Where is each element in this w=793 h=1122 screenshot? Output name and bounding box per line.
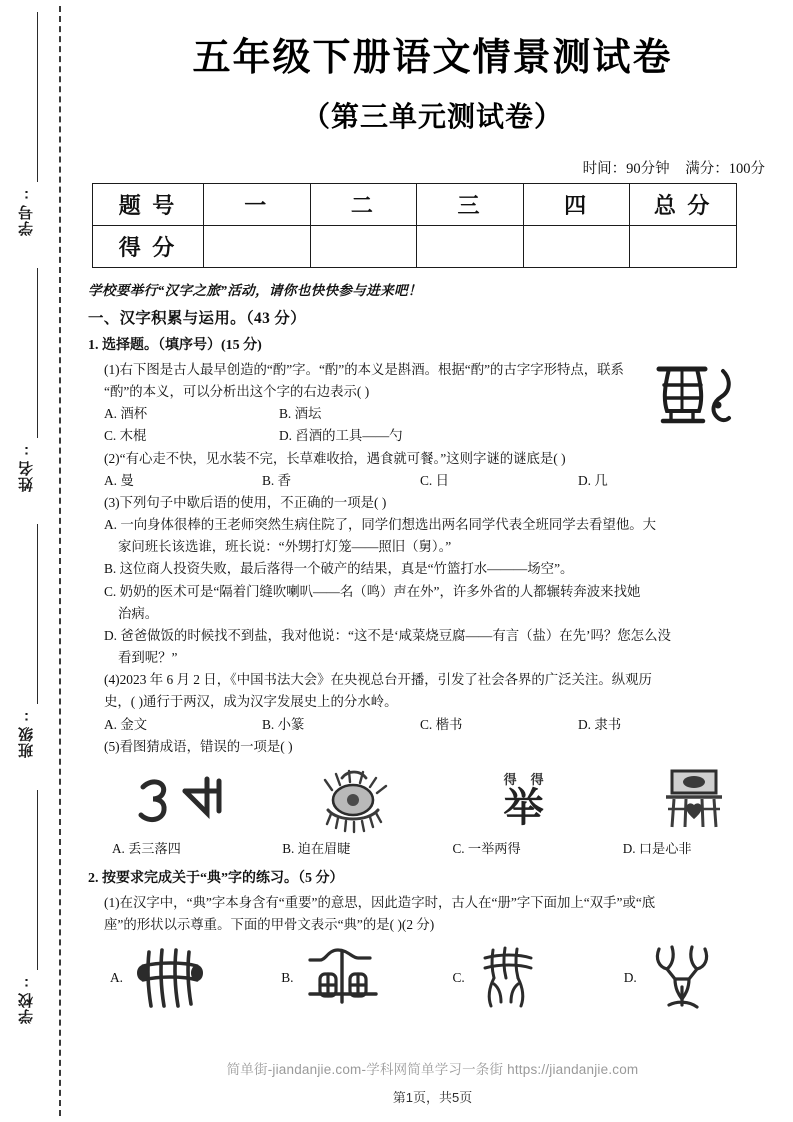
option-d[interactable]: D. 几 bbox=[578, 472, 608, 488]
option-c[interactable]: C. 日 bbox=[420, 472, 450, 488]
exam-page bbox=[72, 0, 793, 1122]
score-cell-1[interactable] bbox=[204, 226, 311, 268]
exam-time: 时间：90分钟 bbox=[582, 161, 670, 177]
section-heading-one: 一、汉字积累与运用。（43 分） bbox=[88, 310, 307, 328]
option-b[interactable]: B. 香 bbox=[262, 472, 292, 488]
idiom-option-a[interactable] bbox=[98, 763, 268, 860]
oracle-option-d[interactable] bbox=[608, 943, 779, 1011]
score-table bbox=[92, 183, 737, 268]
score-table-col-total: 总 分 bbox=[630, 184, 737, 226]
exam-meta bbox=[72, 157, 765, 178]
rotated-three-four-icon bbox=[98, 763, 268, 837]
oracle-option-c[interactable] bbox=[437, 943, 608, 1011]
sealing-line-segment bbox=[37, 12, 38, 182]
table-row-question-numbers bbox=[93, 184, 737, 226]
oracle-key-c: C. bbox=[452, 969, 465, 985]
option-a[interactable]: A. 金文 bbox=[104, 716, 148, 732]
option-d[interactable]: D. 隶书 bbox=[578, 716, 622, 732]
oracle-option-b[interactable] bbox=[265, 943, 436, 1011]
question-1-1-options-row-1 bbox=[104, 403, 639, 424]
question-1-3-option-b[interactable]: B. 这位商人投资失败，最后落得一个破产的结果，真是“竹篮打水———场空”。 bbox=[104, 561, 574, 577]
margin-label-class: 班级: bbox=[18, 708, 35, 758]
score-cell-4[interactable] bbox=[523, 226, 630, 268]
sealing-line-segment bbox=[37, 790, 38, 970]
question-1-1-stem-line2: “酌”的本义，可以分析出这个字的右边表示( ) bbox=[104, 384, 370, 400]
idiom-option-c[interactable] bbox=[439, 763, 609, 860]
idiom-option-b[interactable] bbox=[268, 763, 438, 860]
idiom-label-a: A. 丢三落四 bbox=[112, 841, 181, 856]
score-table-col-2: 二 bbox=[310, 184, 417, 226]
question-1-3-option-c[interactable]: C. 奶奶的医术可是“隔着门缝吹喇叭——名（鸣）声在外”，许多外省的人都辗转奔波来找她 bbox=[104, 583, 641, 599]
question-1-4-options-row bbox=[104, 714, 779, 735]
option-a[interactable]: A. 酒杯 bbox=[104, 406, 148, 422]
margin-label-school: 学校: bbox=[18, 974, 35, 1024]
idiom-label-c: C. 一举两得 bbox=[452, 841, 521, 856]
idiom-label-d: D. 口是心非 bbox=[622, 841, 692, 856]
page-number: 第1页，共5页 bbox=[392, 1090, 473, 1105]
oracle-bone-stand-icon bbox=[304, 944, 382, 1010]
question-1-number: 1. 选择题。（填序号）(15 分) bbox=[88, 337, 262, 353]
oracle-bone-row bbox=[94, 943, 779, 1011]
score-cell-total[interactable] bbox=[630, 226, 737, 268]
oracle-key-b: B. bbox=[281, 969, 294, 985]
oracle-bone-ce-legs-icon bbox=[475, 944, 541, 1010]
score-table-header-label: 题 号 bbox=[93, 184, 204, 226]
question-1-2-stem: (2)“有心走不快，见水装不完，长草难收拾，遇食就可餐。”这则字谜的谜底是( ) bbox=[104, 450, 566, 466]
sealing-line-segment bbox=[37, 268, 38, 438]
margin-label-student-id: 学号: bbox=[18, 186, 35, 236]
page-footer bbox=[72, 1058, 793, 1106]
option-c[interactable]: C. 木棍 bbox=[104, 428, 147, 444]
question-1-5-stem: (5)看图猜成语，错误的一项是( ) bbox=[104, 738, 293, 754]
score-cell-3[interactable] bbox=[417, 226, 524, 268]
oracle-key-d: D. bbox=[623, 969, 637, 985]
intro-text: 学校要举行“汉字之旅”活动，请你也快快参与进来吧！ bbox=[88, 283, 422, 298]
question-2-1-stem-line1: (1)在汉字中，“典”字本身含有“重要”的意思，因此造字时，古人在“册”字下面加上“双手”或“底 bbox=[104, 894, 656, 910]
question-2-1-stem-line2: 座”的形状以示尊重。下面的甲骨文表示“典”的是( )(2 分) bbox=[104, 917, 435, 933]
question-1-3-stem: (3)下列句子中歇后语的使用，不正确的一项是( ) bbox=[104, 494, 387, 510]
sealing-line-segment bbox=[37, 524, 38, 704]
oracle-bone-antler-icon bbox=[647, 943, 717, 1011]
question-1-1-stem-line1: (1)右下图是古人最早创造的“酌”字。“酌”的本义是斟酒。根据“酌”的古字字形特点，联系 bbox=[104, 361, 624, 377]
page-subtitle: （第三单元测试卷） bbox=[301, 102, 563, 133]
exam-content bbox=[88, 280, 779, 1011]
question-1-2-options-row bbox=[104, 470, 779, 491]
question-1-3-option-c-cont: 治病。 bbox=[118, 605, 159, 621]
question-1-1-options-row-2 bbox=[104, 425, 639, 446]
question-2-number: 2. 按要求完成关于“典”字的练习。（5 分） bbox=[88, 870, 344, 886]
score-table-row-label: 得 分 bbox=[93, 226, 204, 268]
idiom-label-b: B. 迫在眉睫 bbox=[282, 841, 351, 856]
watermark-text: 简单街-jiandanjie.com-学科网简单学习一条街 https://jiandanjie.com bbox=[226, 1062, 639, 1077]
question-1-4-stem-line1: (4)2023 年 6 月 2 日，《中国书法大会》在央视总台开播，引发了社会各界的广泛关注。纵观历 bbox=[104, 672, 652, 688]
option-a[interactable]: A. 曼 bbox=[104, 472, 134, 488]
option-b[interactable]: B. 小篆 bbox=[262, 716, 305, 732]
question-1-3-option-a[interactable]: A. 一向身体很棒的王老师突然生病住院了，同学们想选出两名同学代表全班同学去看望他。大 bbox=[104, 517, 656, 533]
question-1-3-option-a-cont: 家问班长该选谁，班长说：“外甥打灯笼——照旧（舅）。” bbox=[118, 539, 452, 555]
score-table-col-3: 三 bbox=[417, 184, 524, 226]
ju-with-two-de-icon: 得得 举 bbox=[503, 771, 558, 830]
question-1-3-option-d-cont: 看到呢？” bbox=[118, 650, 178, 666]
score-cell-2[interactable] bbox=[310, 226, 417, 268]
sealing-dashed-line bbox=[59, 6, 61, 1116]
score-table-col-4: 四 bbox=[523, 184, 630, 226]
idiom-picture-row bbox=[98, 763, 779, 860]
question-1-3-option-d[interactable]: D. 爸爸做饭的时候找不到盐，我对他说：“这不是‘咸菜烧豆腐——有言（盐）在先’吗？您怎么没 bbox=[104, 627, 671, 643]
sealing-margin-strip bbox=[0, 0, 72, 1122]
mouth-heart-icon bbox=[609, 763, 779, 837]
option-d[interactable]: D. 舀酒的工具——勺 bbox=[279, 428, 403, 444]
table-row-scores bbox=[93, 226, 737, 268]
ancient-zhuo-glyph-icon bbox=[647, 355, 743, 441]
oracle-option-a[interactable] bbox=[94, 943, 265, 1011]
margin-label-name: 姓名: bbox=[18, 442, 35, 492]
eye-with-lashes-icon bbox=[268, 763, 438, 837]
option-c[interactable]: C. 楷书 bbox=[420, 716, 463, 732]
exam-full-score: 满分：100分 bbox=[685, 161, 765, 177]
page-title: 五年级下册语文情景测试卷 bbox=[192, 37, 673, 79]
question-1-4-stem-line2: 史，( )通行于两汉，成为汉字发展史上的分水岭。 bbox=[104, 694, 398, 710]
idiom-option-d[interactable] bbox=[609, 763, 779, 860]
score-table-col-1: 一 bbox=[204, 184, 311, 226]
oracle-key-a: A. bbox=[110, 969, 124, 985]
option-b[interactable]: B. 酒坛 bbox=[279, 406, 322, 422]
oracle-bone-ce-with-hands-icon bbox=[133, 944, 207, 1010]
